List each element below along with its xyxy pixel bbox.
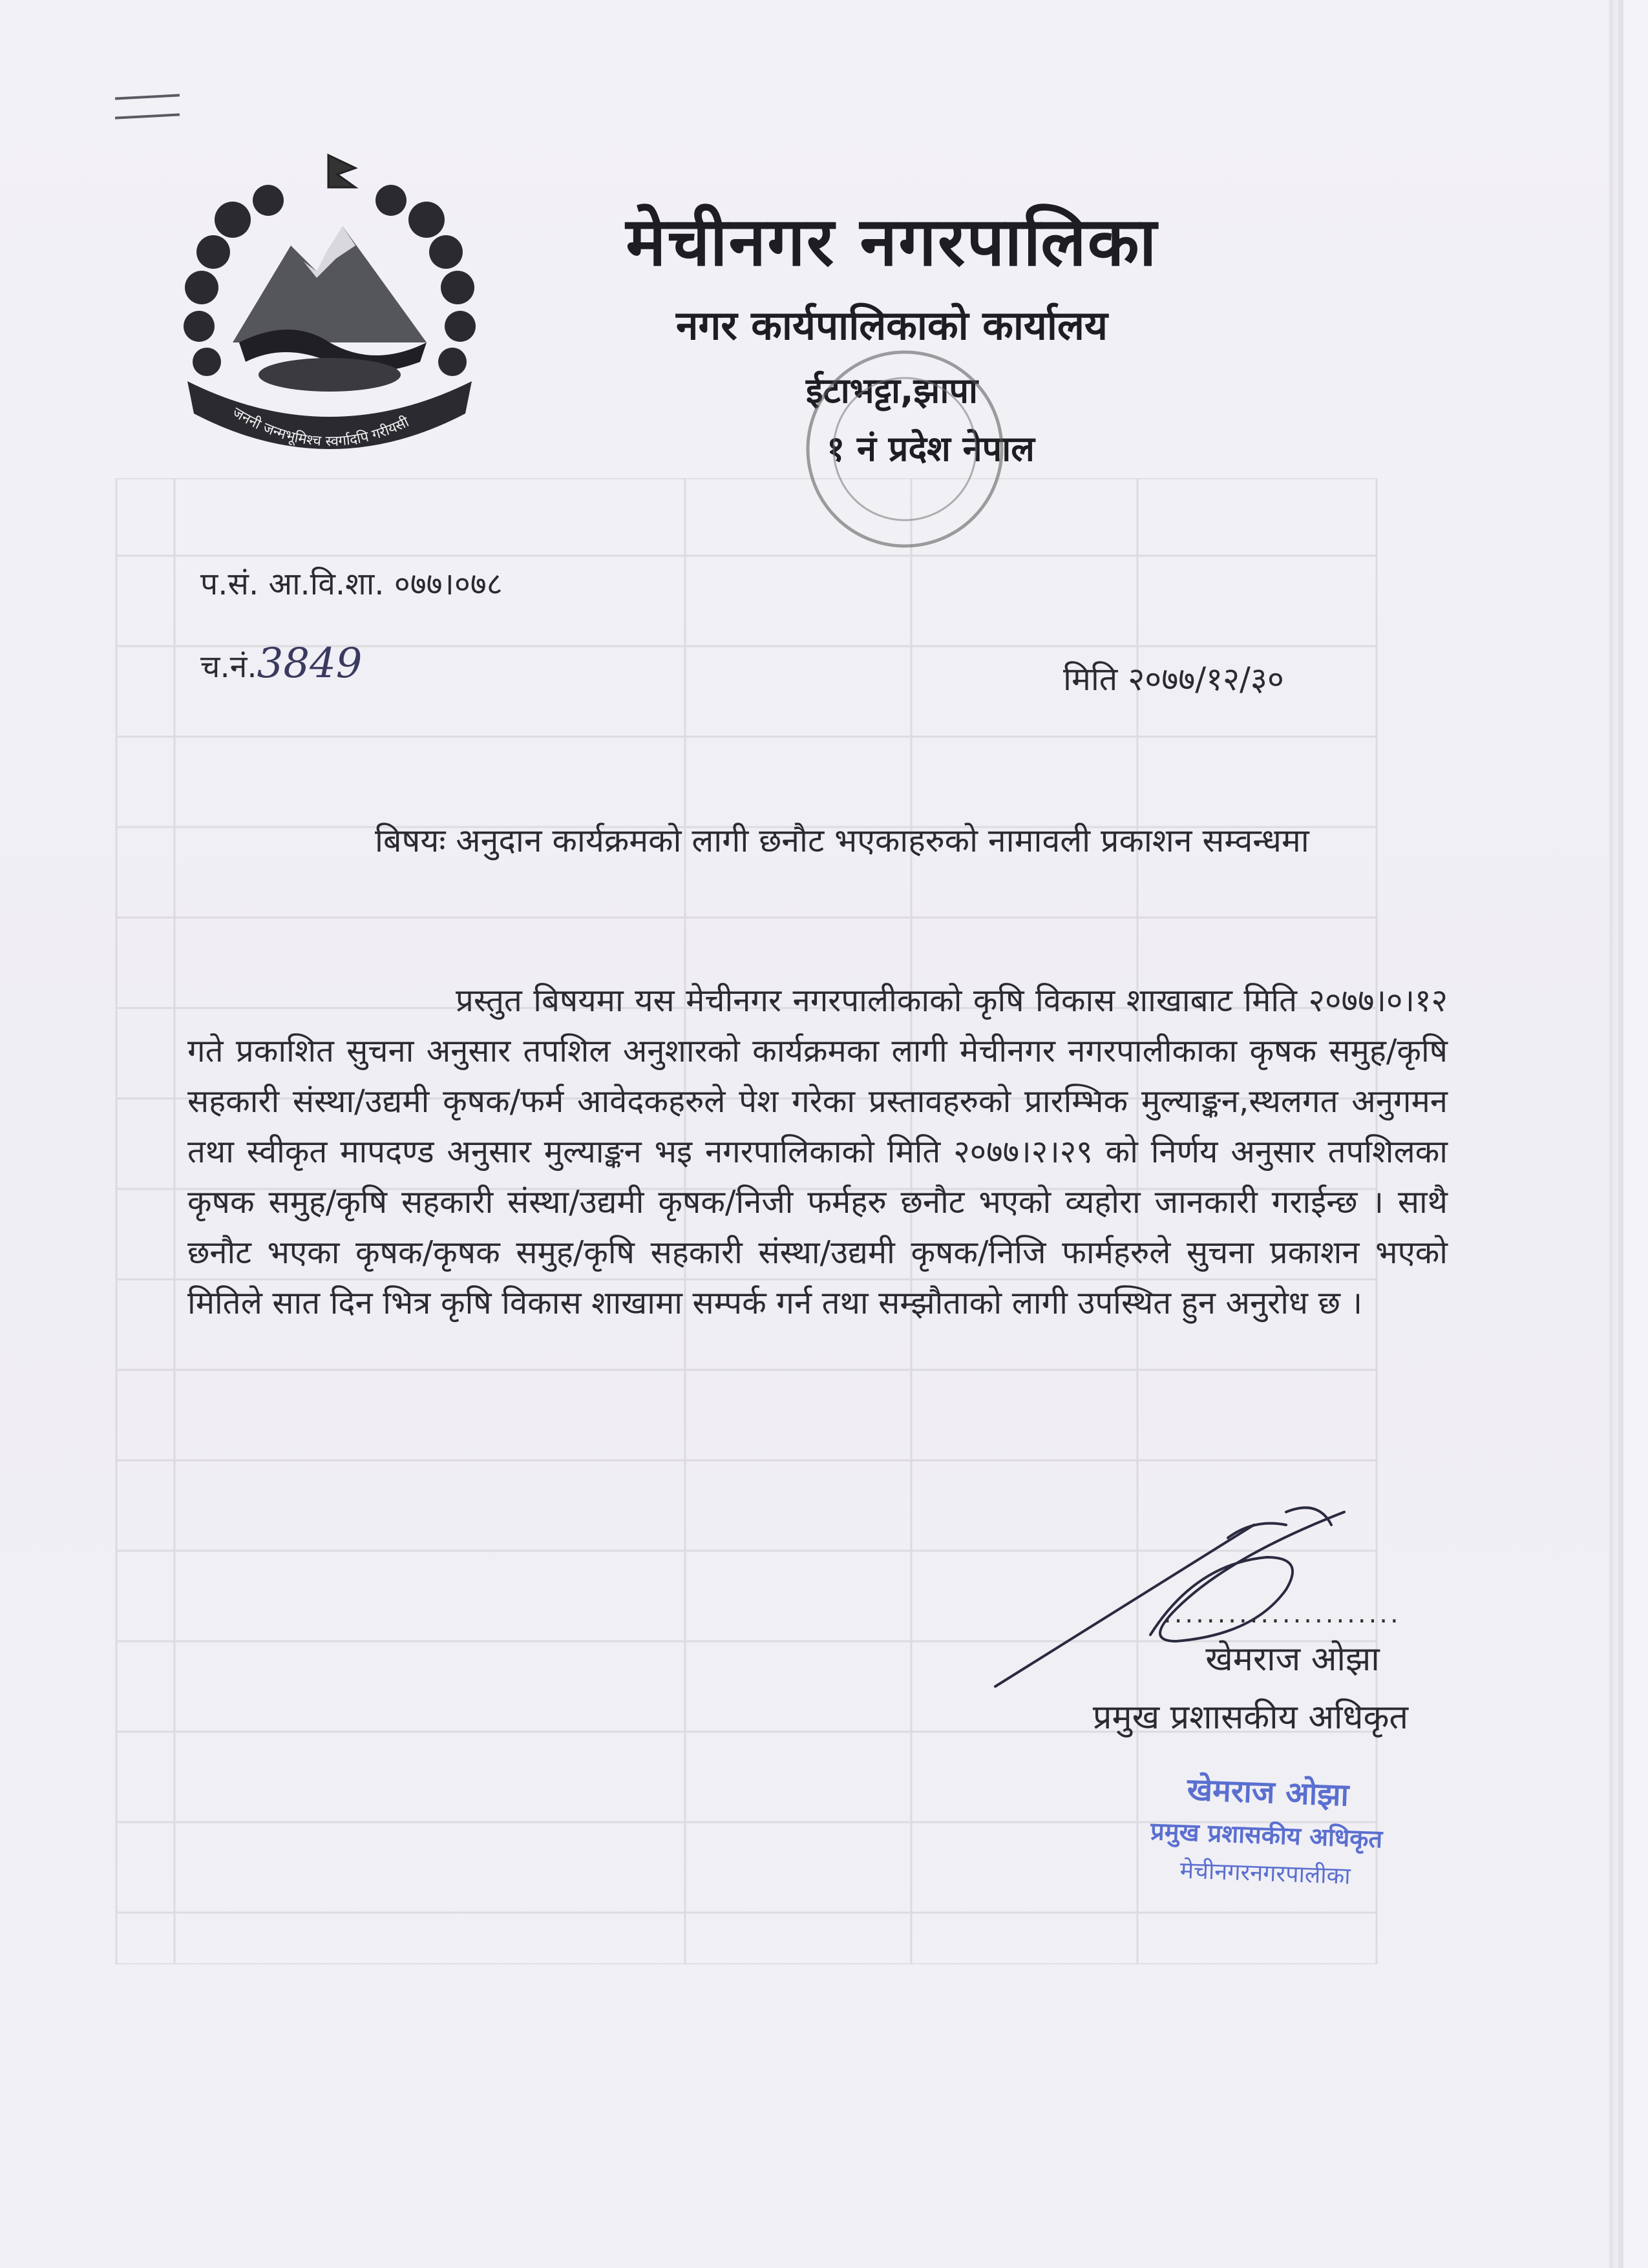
dispatch-number — [200, 640, 363, 688]
stamp-name: खेमराज ओझा — [1186, 1771, 1349, 1814]
edge-marks — [115, 96, 180, 134]
dispatch-number-handwritten: 3849 — [257, 640, 363, 688]
office-title: मेचीनगर नगरपालिका — [626, 202, 1158, 281]
stamp-office: मेचीनगरनगरपालीका — [1179, 1857, 1351, 1890]
dispatch-label: च.नं. — [200, 649, 257, 685]
emblem-motto: जननी जन्मभूमिश्च स्वर्गादपि गरीयसी — [229, 404, 412, 450]
name-stamp — [1123, 1765, 1411, 1893]
nepal-emblem-icon — [162, 149, 498, 472]
letter-date: मिति २०७७/१२/३० — [1063, 660, 1284, 698]
office-address: ईटाभट्टा,झापा — [805, 370, 978, 411]
letter-subject: बिषयः अनुदान कार्यक्रमको लागी छनौट भएकाहरुको नामावली प्रकाशन सम्वन्धमा — [375, 822, 1309, 859]
office-province: १ नं प्रदेश नेपाल — [827, 428, 1035, 469]
office-subtitle: नगर कार्यपालिकाको कार्यालय — [676, 302, 1108, 349]
office-seal-icon — [782, 336, 1028, 562]
signer-name: खेमराज ओझा — [1205, 1640, 1380, 1679]
letter-body: प्रस्तुत बिषयमा यस मेचीनगर नगरपालीकाको कृषि विकास शाखाबाट मिति २०७७।०।१२ गते प्रकाशित सुचना अनुसार तपशिल अनुशारको कार्यक्रमका लागी मेचीनगर नगरपालीकाका कृषक समुह/कृषि सहकारी संस्था/उद्यमी कृषक/फर्म आवेदकहरुले पेश गरेका प्रस्तावहरुको प्रारम्भिक मुल्याङ्कन,स्थलगत अनुगमन तथा स्वीकृत मापदण्ड अनुसार मुल्याङ्कन भइ नगरपालिकाको मिति २०७७।२।२९ को निर्णय अनुसार तपशिलका कृषक समुह/कृषि सहकारी संस्था/उद्यमी कृषक/निजी फर्महरु छनौट भएको व्यहोरा जानकारी गराईन्छ । साथै छनौट भएका कृषक/कृषक समुह/कृषि सहकारी संस्था/उद्यमी कृषक/निजि फार्महरुले सुचना प्रकाशन भएको मितिले सात दिन भित्र कृषि विकास शाखामा सम्पर्क गर्न तथा सम्झौताको लागी उपस्थित हुन अनुरोध छ । — [187, 982, 1448, 1321]
signature-line: ...................... — [1163, 1599, 1401, 1629]
signer-title: प्रमुख प्रशासकीय अधिकृत — [1092, 1698, 1409, 1737]
reference-number: प.सं. आ.वि.शा. ०७७।०७८ — [200, 566, 503, 602]
stamp-title: प्रमुख प्रशासकीय अधिकृत — [1150, 1816, 1383, 1854]
